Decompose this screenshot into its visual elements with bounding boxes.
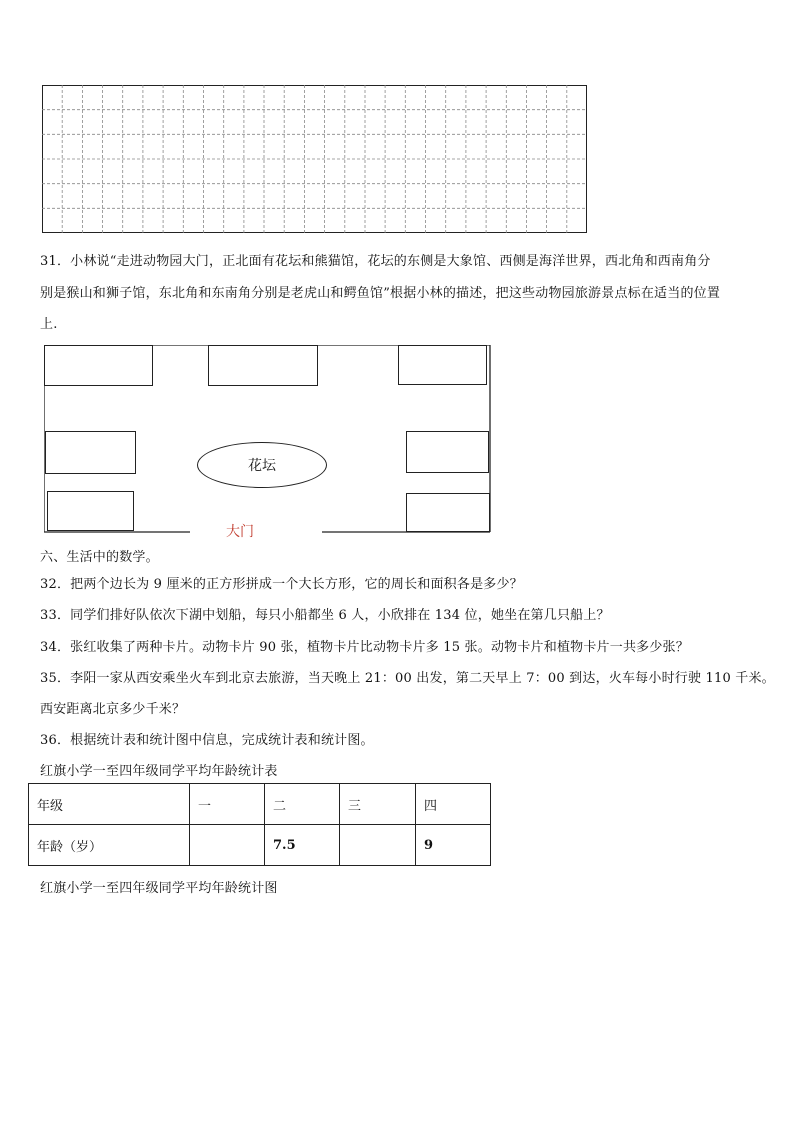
table-header-row	[29, 784, 491, 825]
building-northeast[interactable]	[398, 345, 487, 385]
gate-label: 大门	[226, 524, 254, 540]
age-grade-4: 9	[416, 825, 491, 866]
question-33: 33．同学们排好队依次下湖中划船，每只小船都坐 6 人，小欣排在 134 位，她坐在第几只船上？	[40, 608, 610, 623]
age-stats-table	[28, 783, 491, 866]
table-title: 红旗小学一至四年级同学平均年龄统计表	[40, 764, 278, 779]
building-southeast[interactable]	[406, 493, 490, 532]
row-label-age: 年龄（岁）	[29, 825, 190, 866]
question-35-line-1: 35．李阳一家从西安乘坐火车到北京去旅游，当天晚上 21：00 出发，第二天早上 7：00 到达，火车每小时行驶 110 千米。	[40, 671, 775, 686]
header-grade-3: 三	[340, 784, 416, 825]
zoo-map	[44, 345, 491, 540]
building-north[interactable]	[208, 345, 318, 386]
question-35-line-2: 西安距离北京多少千米？	[40, 702, 186, 717]
grid-paper	[42, 85, 587, 233]
question-34: 34．张红收集了两种卡片。动物卡片 90 张，植物卡片比动物卡片多 15 张。动物卡片和植物卡片一共多少张？	[40, 640, 689, 655]
age-grade-3[interactable]	[340, 825, 416, 866]
question-31-line-1: 31．小林说“走进动物园大门，正北面有花坛和熊猫馆，花坛的东侧是大象馆、西侧是海洋世界，西北角和西南角分	[40, 254, 711, 269]
building-southwest[interactable]	[47, 491, 134, 531]
age-grade-2: 7.5	[265, 825, 340, 866]
grid-lines	[42, 85, 587, 233]
header-grade-4: 四	[416, 784, 491, 825]
question-31-line-3: 上.	[40, 317, 58, 332]
flower-bed-label: 花坛	[248, 458, 276, 474]
header-grade-2: 二	[265, 784, 340, 825]
building-west[interactable]	[45, 431, 136, 474]
chart-title: 红旗小学一至四年级同学平均年龄统计图	[40, 881, 278, 896]
section-6-heading: 六、生活中的数学。	[40, 550, 159, 565]
flower-bed	[197, 442, 327, 488]
building-northwest[interactable]	[44, 345, 153, 386]
header-grade: 年级	[29, 784, 190, 825]
age-grade-1[interactable]	[190, 825, 265, 866]
table-age-row	[29, 825, 491, 866]
header-grade-1: 一	[190, 784, 265, 825]
question-32: 32．把两个边长为 9 厘米的正方形拼成一个大长方形，它的周长和面积各是多少？	[40, 577, 523, 592]
building-east[interactable]	[406, 431, 489, 473]
question-31-line-2: 别是猴山和狮子馆，东北角和东南角分别是老虎山和鳄鱼馆”根据小林的描述，把这些动物园旅游景点标在适当的位置	[40, 286, 721, 301]
question-36: 36．根据统计表和统计图中信息，完成统计表和统计图。	[40, 733, 374, 748]
